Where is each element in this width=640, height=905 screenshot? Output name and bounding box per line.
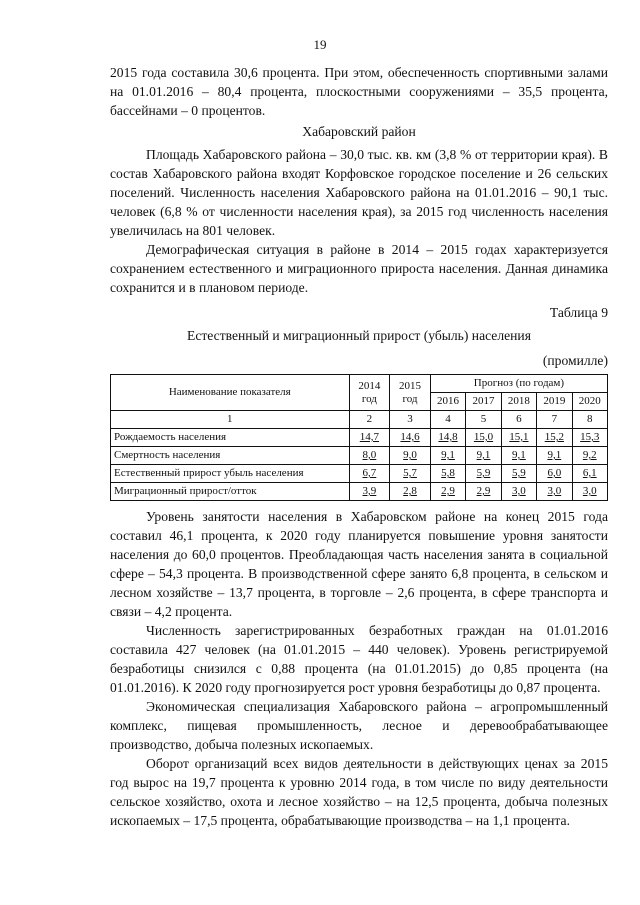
row-name: Смертность населения xyxy=(111,447,350,465)
table-label: Таблица 9 xyxy=(549,305,608,320)
table-cell: 15,3 xyxy=(572,429,607,447)
table-numbering-row xyxy=(111,411,608,429)
paragraph: 2015 года составила 30,6 процента. При этом, обеспеченность спортивными залами на 01.01.2016 – 80,4 процента, плоскостными сооружениями – 35,5 процента, бассейнами – 0 процентов. xyxy=(110,65,608,118)
table-cell: 9,0 xyxy=(390,447,431,465)
page-number: 19 xyxy=(313,37,327,52)
document-body xyxy=(110,63,608,830)
table-cell: 9,1 xyxy=(466,447,501,465)
header-forecast-year: 2017 xyxy=(466,393,501,411)
column-number: 8 xyxy=(572,411,607,429)
row-name: Естественный прирост убыль населения xyxy=(111,465,350,483)
column-number: 6 xyxy=(501,411,536,429)
paragraph: Численность зарегистрированных безработных граждан на 01.01.2016 составила 427 человек (на 01.01.2015 – 440 человек). Уровень регистрируемой безработицы снизился с 0,88 процента (на 01.01.2015) до 0,85 процента (на 01.01.2016). К 2020 году прогнозируется рост уровня безработицы до 0,87 процента. xyxy=(110,623,608,695)
table-cell: 14,8 xyxy=(430,429,465,447)
row-name: Рождаемость населения xyxy=(111,429,350,447)
table-row xyxy=(111,483,608,501)
table-cell: 3,0 xyxy=(537,483,572,501)
header-forecast-year: 2020 xyxy=(572,393,607,411)
header-year-2014: 2014 год xyxy=(349,375,390,411)
column-number: 3 xyxy=(390,411,431,429)
header-forecast-year: 2018 xyxy=(501,393,536,411)
header-forecast: Прогноз (по годам) xyxy=(430,375,607,393)
paragraph: Экономическая специализация Хабаровского района – агропромышленный комплекс, пищевая промышленность, лесное и деревообрабатывающее производство, добыча полезных ископаемых. xyxy=(110,699,608,752)
table-cell: 3,0 xyxy=(501,483,536,501)
table-cell: 9,1 xyxy=(537,447,572,465)
population-growth-table xyxy=(110,374,608,501)
table-cell: 15,1 xyxy=(501,429,536,447)
row-name: Миграционный прирост/отток xyxy=(111,483,350,501)
table-cell: 5,7 xyxy=(390,465,431,483)
column-number: 5 xyxy=(466,411,501,429)
table-cell: 5,9 xyxy=(466,465,501,483)
paragraph: Уровень занятости населения в Хабаровском районе на конец 2015 года составил 46,1 процента, к 2020 году планируется повышение уровня занятости населения до 60,0 процентов. Преобладающая часть населения занята в социальной сфере – 54,3 процента. В производственной сфере занято 6,8 процента, в сельском и лесном хозяйстве – 13,7 процента, в торговле – 2,6 процента, в сфере транспорта и связи – 4,2 процента. xyxy=(110,509,608,619)
section-heading: Хабаровский район xyxy=(302,124,416,139)
table-cell: 5,8 xyxy=(430,465,465,483)
table-cell: 15,0 xyxy=(466,429,501,447)
table-row xyxy=(111,429,608,447)
paragraph: Демографическая ситуация в районе в 2014 – 2015 годах характеризуется сохранением естественного и миграционного прироста населения. Данная динамика сохранится и в плановом периоде. xyxy=(110,242,608,295)
table-cell: 2,8 xyxy=(390,483,431,501)
header-forecast-year: 2019 xyxy=(537,393,572,411)
table-cell: 2,9 xyxy=(430,483,465,501)
column-number: 1 xyxy=(111,411,350,429)
table-cell: 14,6 xyxy=(390,429,431,447)
table-row xyxy=(111,447,608,465)
header-forecast-year: 2016 xyxy=(430,393,465,411)
paragraph: Оборот организаций всех видов деятельности в действующих ценах за 2015 год вырос на 19,7 процента к уровню 2014 года, в том числе по виду деятельности сельское хозяйство, охота и лесное хозяйство – на 12,5 процента, добыча полезных ископаемых – 17,5 процента, обрабатывающие производства – на 1,1 процента. xyxy=(110,756,608,828)
paragraph: Площадь Хабаровского района – 30,0 тыс. кв. км (3,8 % от территории края). В состав Хабаровского района входят Корфовское городское поселение и 26 сельских поселений. Численность населения Хабаровского района на 01.01.2016 – 90,1 тыс. человек (6,8 % от численности населения края), за 2015 год численность населения увеличилась на 801 человек. xyxy=(110,147,608,238)
table-cell: 15,2 xyxy=(537,429,572,447)
column-number: 7 xyxy=(537,411,572,429)
table-cell: 9,2 xyxy=(572,447,607,465)
table-title: Естественный и миграционный прирост (убыль) населения xyxy=(187,328,531,343)
table-row xyxy=(111,465,608,483)
table-cell: 6,1 xyxy=(572,465,607,483)
header-indicator-name: Наименование показателя xyxy=(111,375,350,411)
table-cell: 5,9 xyxy=(501,465,536,483)
column-number: 2 xyxy=(349,411,390,429)
table-cell: 6,7 xyxy=(349,465,390,483)
header-year-2015: 2015 год xyxy=(390,375,431,411)
table-cell: 3,9 xyxy=(349,483,390,501)
table-cell: 9,1 xyxy=(430,447,465,465)
column-number: 4 xyxy=(430,411,465,429)
table-cell: 9,1 xyxy=(501,447,536,465)
table-cell: 3,0 xyxy=(572,483,607,501)
table-header-row xyxy=(111,375,608,393)
table-cell: 8,0 xyxy=(349,447,390,465)
table-cell: 6,0 xyxy=(537,465,572,483)
table-unit: (промилле) xyxy=(542,353,608,368)
table-cell: 14,7 xyxy=(349,429,390,447)
table-cell: 2,9 xyxy=(466,483,501,501)
